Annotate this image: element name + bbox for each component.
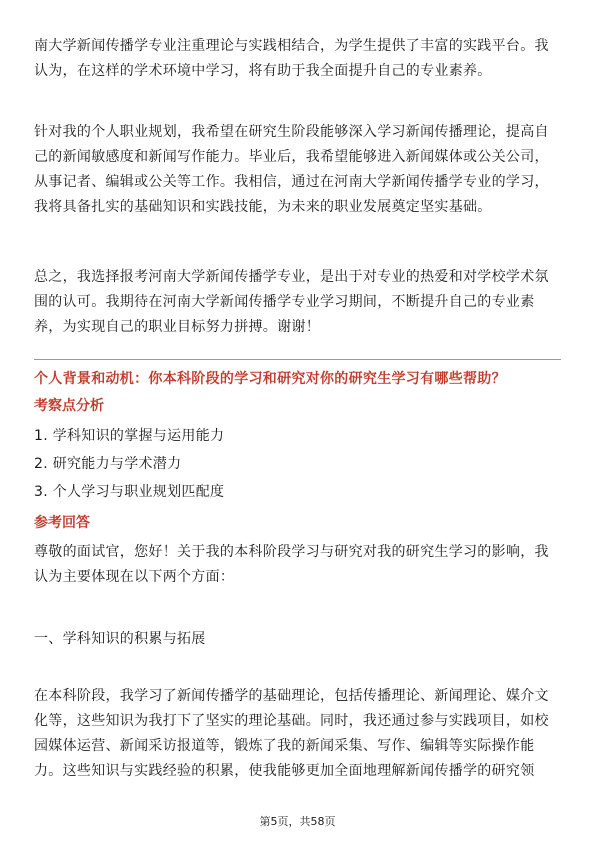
section-divider bbox=[34, 359, 561, 360]
paragraph-career-plan: 针对我的个人职业规划，我希望在研究生阶段能够深入学习新闻传播理论，提高自己的新闻敏感度和新闻写作能力。毕业后，我希望能够进入新闻媒体或公关公司，从事记者、编辑或公关等工作。我相信，通过在河南大学新闻传播学专业的学习，我将具备扎实的基础知识和实践技能，为未来的职业发展奠定坚实基础。 bbox=[34, 124, 549, 215]
answer-title: 参考回答 bbox=[34, 515, 90, 531]
answer-intro: 尊敬的面试官，您好！关于我的本科阶段学习与研究对我的研究生学习的影响，我认为主要体现在以下两个方面： bbox=[34, 544, 549, 585]
analysis-title: 考察点分析 bbox=[34, 398, 104, 414]
paragraph-conclusion: 总之，我选择报考河南大学新闻传播学专业，是出于对专业的热爱和对学校学术氛围的认可。我期待在河南大学新闻传播学专业学习期间，不断提升自己的专业素养，为实现自己的职业目标努力拼搏。谢谢！ bbox=[34, 269, 549, 335]
analysis-item: 3. 个人学习与职业规划匹配度 bbox=[34, 484, 225, 500]
question-heading: 个人背景和动机：你本科阶段的学习和研究对你的研究生学习有哪些帮助？ bbox=[34, 371, 506, 387]
paragraph-intro-continuation: 南大学新闻传播学专业注重理论与实践相结合，为学生提供了丰富的实践平台。我认为，在这样的学术环境中学习，将有助于我全面提升自己的专业素养。 bbox=[34, 38, 549, 79]
analysis-list bbox=[34, 422, 224, 506]
analysis-item: 1. 学科知识的掌握与运用能力 bbox=[34, 428, 225, 444]
page-number: 第5页，共58页 bbox=[259, 815, 336, 828]
answer-body: 在本科阶段，我学习了新闻传播学的基础理论，包括传播理论、新闻理论、媒介文化等，这些知识为我打下了坚实的理论基础。同时，我还通过参与实践项目，如校园媒体运营、新闻采访报道等，锻炼了我的新闻采集、写作、编辑等实际操作能力。这些知识与实践经验的积累，使我能够更加全面地理解新闻传播学的研究领 bbox=[34, 688, 549, 779]
answer-subheading: 一、学科知识的积累与拓展 bbox=[34, 631, 206, 647]
analysis-item: 2. 研究能力与学术潜力 bbox=[34, 456, 182, 472]
